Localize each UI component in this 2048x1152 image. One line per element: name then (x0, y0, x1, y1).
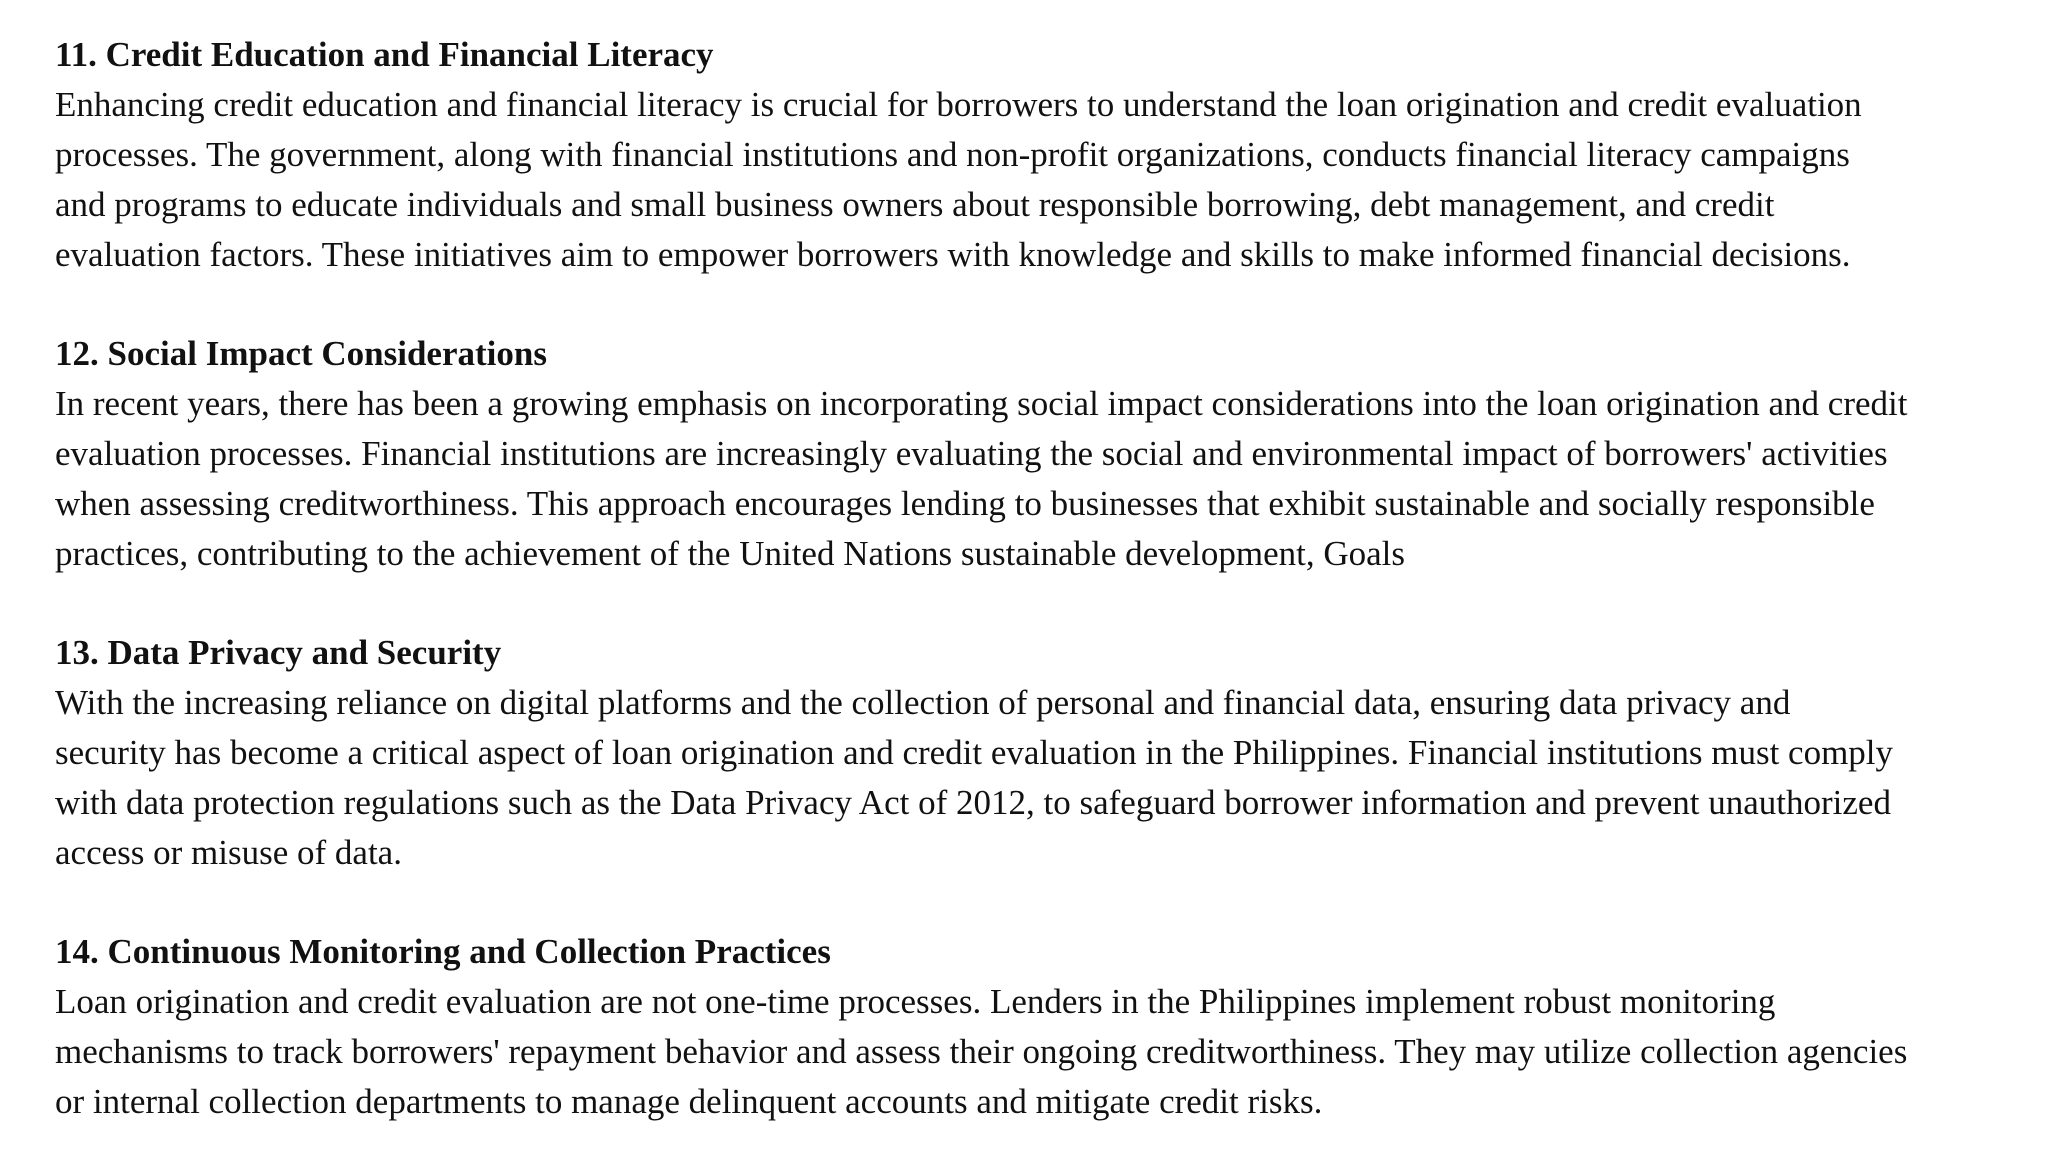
section-paragraph (55, 678, 2015, 878)
paragraph-line: With the increasing reliance on digital platforms and the collection of personal and financial data, ensuring data privacy and (55, 683, 1791, 722)
section-heading: 11. Credit Education and Financial Literacy (55, 35, 714, 74)
document-body (55, 30, 2015, 1127)
paragraph-line: Enhancing credit education and financial literacy is crucial for borrowers to understand the loan origination and credit evaluation (55, 85, 1862, 124)
section-credit-education (55, 30, 2015, 280)
section-heading: 14. Continuous Monitoring and Collection Practices (55, 932, 831, 971)
paragraph-line: practices, contributing to the achievement of the United Nations sustainable development, Goals (55, 534, 1406, 573)
paragraph-line: or internal collection departments to manage delinquent accounts and mitigate credit risks. (55, 1082, 1323, 1121)
paragraph-line: access or misuse of data. (55, 833, 402, 872)
paragraph-line: evaluation processes. Financial institutions are increasingly evaluating the social and environmental impact of borrowers' activities (55, 434, 1888, 473)
section-paragraph (55, 379, 2015, 579)
paragraph-line: mechanisms to track borrowers' repayment behavior and assess their ongoing creditworthiness. They may utilize collection agencies (55, 1032, 1908, 1071)
section-monitoring-collection (55, 927, 2015, 1127)
paragraph-line: In recent years, there has been a growing emphasis on incorporating social impact considerations into the loan origination and credit (55, 384, 1908, 423)
paragraph-line: and programs to educate individuals and small business owners about responsible borrowing, debt management, and credit (55, 185, 1775, 224)
paragraph-line: evaluation factors. These initiatives aim to empower borrowers with knowledge and skills to make informed financial decisions. (55, 235, 1851, 274)
section-data-privacy (55, 628, 2015, 878)
paragraph-line: with data protection regulations such as the Data Privacy Act of 2012, to safeguard borrower information and prevent unauthorized (55, 783, 1891, 822)
section-paragraph (55, 80, 2015, 280)
paragraph-line: when assessing creditworthiness. This approach encourages lending to businesses that exhibit sustainable and socially responsible (55, 484, 1875, 523)
section-social-impact (55, 329, 2015, 579)
section-paragraph (55, 977, 2015, 1127)
section-heading: 12. Social Impact Considerations (55, 334, 547, 373)
section-heading: 13. Data Privacy and Security (55, 633, 502, 672)
paragraph-line: Loan origination and credit evaluation are not one-time processes. Lenders in the Philippines implement robust monitoring (55, 982, 1776, 1021)
paragraph-line: processes. The government, along with financial institutions and non-profit organizations, conducts financial literacy campaigns (55, 135, 1850, 174)
paragraph-line: security has become a critical aspect of loan origination and credit evaluation in the Philippines. Financial institutions must comply (55, 733, 1894, 772)
